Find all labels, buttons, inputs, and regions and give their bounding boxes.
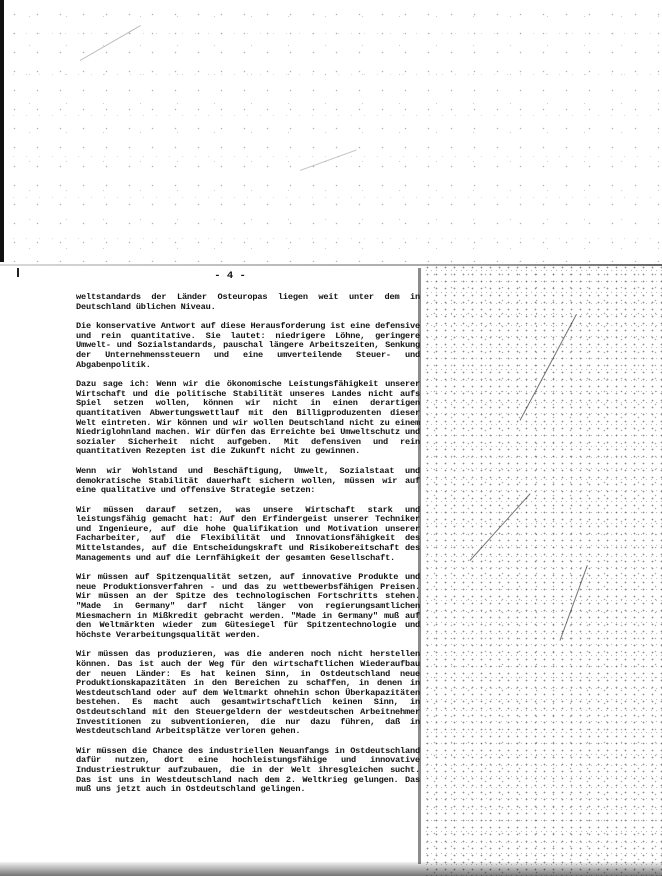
scratch-mark xyxy=(80,25,141,61)
scan-noise-right xyxy=(422,262,662,876)
sheet-top-edge xyxy=(0,264,662,266)
paragraph: Wir müssen darauf setzen, was unsere Wirtschaft stark und leistungsfähig gemacht hat: Auf den Erfindergeist unserer Techniker und Ingenieure, auf die hohe Qualifikation und Motivation unserer Facharbeiter, auf die Flexibilität und Innovationsfähigkeit des Mittelstandes, auf die Entscheidungskraft und Risikobereitschaft des Managements und auf die Lernfähigkeit der gesamten Gesellschaft. xyxy=(76,504,420,563)
paragraph: weltstandards der Länder Osteuropas liegen weit unter dem in Deutschland üblichen Niveau. xyxy=(76,292,420,312)
paragraph: Wir müssen das produzieren, was die anderen noch nicht herstellen können. Das ist auch der Weg für den wirtschaftlichen Wiederaufbau der neuen Länder: Es hat keinen Sinn, in Ostdeutschland neue Produktionskapazitäten in den Bereichen zu schaffen, in denen in Westdeutschland oder auf dem Weltmarkt ohnehin schon Überkapazitäten bestehen. Es macht auch gesamtwirtschaftlich keinen Sinn, in Ostdeutschland mit den Steuergeldern der westdeutschen Arbeitnehmer Investitionen zu subventionieren, die nur dazu führen, daß in Westdeutschland Arbeitsplätze verloren gehen. xyxy=(76,649,420,737)
bottom-scan-edge xyxy=(0,862,662,876)
scratch-mark xyxy=(300,150,357,171)
paragraph: Dazu sage ich: Wenn wir die ökonomische Leistungsfähigkeit unserer Wirtschaft und die politische Stabilität unseres Landes nicht aufs Spiel setzen wollen, können wir nicht in einen derartigen quantitativen Abwertungswettlauf mit den Billigproduzenten dieser Welt eintreten. Wir können und wir wollen Deutschland nicht zu einem Niedriglohnland machen. Wir dürfen das Erreichte bei Umweltschutz und sozialer Sicherheit nicht aufgeben. Mit defensiven und rein quantitativen Rezepten ist die Zukunft nicht zu gewinnen. xyxy=(76,379,420,457)
scratch-mark xyxy=(520,314,577,420)
left-scan-edge xyxy=(0,0,4,262)
paragraph: Wenn wir Wohlstand und Beschäftigung, Umwelt, Sozialstaat und demokratische Stabilität dauerhaft sichern wollen, müssen wir auf eine qualitative und offensive Strategie setzen: xyxy=(76,465,420,496)
paragraph: Wir müssen auf Spitzenqualität setzen, auf innovative Produkte und neue Produktionsverfahren - und das zu wettbewerbsfähigen Preisen. Wir müssen an der Spitze des technologischen Fortschritts stehen. "Made in Germany" darf nicht länger von regierungsamtlichen Miesmachern in Mißkredit gebracht werden. "Made in Germany" muß auf den Weltmärkten wieder zum Gütesiegel für Spitzentechnologie und höchste Verarbeitungsqualität werden. xyxy=(76,572,420,640)
scan-noise-top xyxy=(0,0,662,262)
letter-body xyxy=(76,293,420,805)
margin-tick-mark xyxy=(17,268,19,277)
page-number: - 4 - xyxy=(214,270,246,282)
scratch-mark xyxy=(560,565,588,641)
paragraph: Wir müssen die Chance des industriellen Neuanfangs in Ostdeutschland dafür nutzen, dort eine hochleistungsfähige und innovative Industriestruktur aufzubauen, die in der Welt ihresgleichen sucht. Das ist uns in Westdeutschland nach dem 2. Weltkrieg gelungen. Das muß uns jetzt auch in Ostdeutschland gelingen. xyxy=(76,745,420,795)
scratch-mark xyxy=(470,493,531,561)
paragraph: Die konservative Antwort auf diese Herausforderung ist eine defensive und rein quantitative. Sie lautet: niedrigere Löhne, geringere Umwelt- und Sozialstandards, pauschal längere Arbeitszeiten, Senkung der Unternehmenssteuern und eine umverteilende Steuer- und Abgabenpolitik. xyxy=(76,321,420,370)
